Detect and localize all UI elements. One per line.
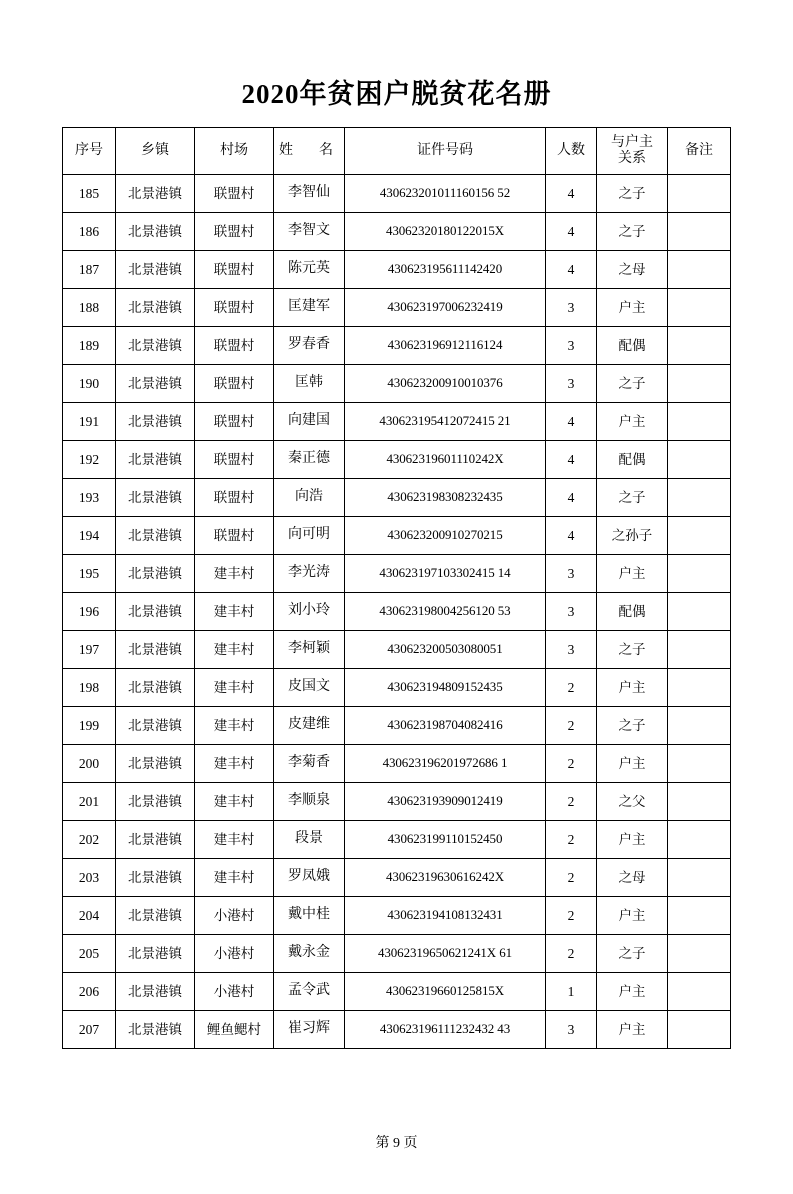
cell-id-number: 43062319630616242X <box>345 859 546 897</box>
cell-name: 罗凤娥 <box>274 859 345 897</box>
cell-relation: 户主 <box>597 555 668 593</box>
cell-id-number: 430623195412072415 21 <box>345 403 546 441</box>
cell-seq: 194 <box>63 517 116 555</box>
cell-people-count: 4 <box>546 175 597 213</box>
table-container <box>0 127 793 1049</box>
cell-name: 匡韩 <box>274 365 345 403</box>
cell-id-number: 43062319660125815X <box>345 973 546 1011</box>
table-row <box>63 631 731 669</box>
column-header-relation-line1: 与户主 <box>611 134 653 150</box>
cell-people-count: 2 <box>546 707 597 745</box>
cell-relation: 户主 <box>597 403 668 441</box>
cell-seq: 197 <box>63 631 116 669</box>
cell-name: 李柯颖 <box>274 631 345 669</box>
table-row <box>63 327 731 365</box>
table-row <box>63 897 731 935</box>
cell-note <box>668 631 731 669</box>
cell-town: 北景港镇 <box>116 479 195 517</box>
cell-relation: 之母 <box>597 251 668 289</box>
cell-note <box>668 289 731 327</box>
table-header <box>63 128 731 175</box>
table-row <box>63 783 731 821</box>
cell-relation: 之子 <box>597 365 668 403</box>
table-row <box>63 517 731 555</box>
cell-note <box>668 897 731 935</box>
cell-relation: 配偶 <box>597 593 668 631</box>
cell-name: 孟令武 <box>274 973 345 1011</box>
cell-village: 联盟村 <box>195 479 274 517</box>
cell-name: 崔习辉 <box>274 1011 345 1049</box>
cell-relation: 配偶 <box>597 441 668 479</box>
cell-town: 北景港镇 <box>116 897 195 935</box>
table-row <box>63 213 731 251</box>
cell-name: 李顺泉 <box>274 783 345 821</box>
cell-note <box>668 555 731 593</box>
cell-people-count: 2 <box>546 935 597 973</box>
table-row <box>63 365 731 403</box>
cell-note <box>668 935 731 973</box>
cell-id-number: 430623201011160156 52 <box>345 175 546 213</box>
cell-people-count: 2 <box>546 745 597 783</box>
cell-seq: 196 <box>63 593 116 631</box>
table-row <box>63 441 731 479</box>
cell-seq: 192 <box>63 441 116 479</box>
cell-note <box>668 593 731 631</box>
cell-village: 建丰村 <box>195 783 274 821</box>
table-row <box>63 1011 731 1049</box>
cell-note <box>668 213 731 251</box>
cell-seq: 198 <box>63 669 116 707</box>
page-title: 2020年贫困户脱贫花名册 <box>241 79 552 109</box>
cell-village: 建丰村 <box>195 859 274 897</box>
cell-name: 向建国 <box>274 403 345 441</box>
cell-note <box>668 783 731 821</box>
cell-name: 段景 <box>274 821 345 859</box>
page-number-footer: 第 9 页 <box>375 1136 418 1151</box>
cell-seq: 200 <box>63 745 116 783</box>
table-header-row <box>63 128 731 175</box>
cell-town: 北景港镇 <box>116 631 195 669</box>
cell-name: 戴中桂 <box>274 897 345 935</box>
cell-village: 联盟村 <box>195 517 274 555</box>
cell-village: 建丰村 <box>195 707 274 745</box>
cell-id-number: 430623200910010376 <box>345 365 546 403</box>
cell-seq: 205 <box>63 935 116 973</box>
cell-relation: 户主 <box>597 821 668 859</box>
cell-seq: 189 <box>63 327 116 365</box>
cell-note <box>668 251 731 289</box>
cell-seq: 186 <box>63 213 116 251</box>
cell-people-count: 2 <box>546 821 597 859</box>
cell-id-number: 430623198704082416 <box>345 707 546 745</box>
cell-seq: 201 <box>63 783 116 821</box>
cell-seq: 187 <box>63 251 116 289</box>
cell-people-count: 3 <box>546 1011 597 1049</box>
cell-town: 北景港镇 <box>116 859 195 897</box>
cell-town: 北景港镇 <box>116 403 195 441</box>
cell-village: 联盟村 <box>195 213 274 251</box>
cell-relation: 户主 <box>597 897 668 935</box>
cell-people-count: 4 <box>546 213 597 251</box>
cell-id-number: 430623199110152450 <box>345 821 546 859</box>
cell-id-number: 430623200910270215 <box>345 517 546 555</box>
cell-people-count: 3 <box>546 555 597 593</box>
cell-town: 北景港镇 <box>116 441 195 479</box>
cell-people-count: 4 <box>546 479 597 517</box>
cell-name: 匡建军 <box>274 289 345 327</box>
cell-name: 向可明 <box>274 517 345 555</box>
table-row <box>63 707 731 745</box>
cell-relation: 之子 <box>597 213 668 251</box>
cell-people-count: 2 <box>546 783 597 821</box>
cell-relation: 之子 <box>597 935 668 973</box>
cell-note <box>668 327 731 365</box>
cell-id-number: 430623197103302415 14 <box>345 555 546 593</box>
cell-village: 联盟村 <box>195 441 274 479</box>
cell-people-count: 4 <box>546 403 597 441</box>
cell-village: 建丰村 <box>195 555 274 593</box>
cell-id-number: 430623196111232432 43 <box>345 1011 546 1049</box>
cell-village: 联盟村 <box>195 251 274 289</box>
cell-seq: 193 <box>63 479 116 517</box>
table-row <box>63 593 731 631</box>
cell-relation: 户主 <box>597 289 668 327</box>
cell-note <box>668 669 731 707</box>
cell-people-count: 3 <box>546 631 597 669</box>
cell-seq: 207 <box>63 1011 116 1049</box>
cell-town: 北景港镇 <box>116 745 195 783</box>
cell-relation: 户主 <box>597 745 668 783</box>
cell-town: 北景港镇 <box>116 175 195 213</box>
cell-town: 北景港镇 <box>116 707 195 745</box>
cell-town: 北景港镇 <box>116 1011 195 1049</box>
cell-people-count: 4 <box>546 517 597 555</box>
cell-town: 北景港镇 <box>116 669 195 707</box>
cell-name: 李菊香 <box>274 745 345 783</box>
cell-note <box>668 973 731 1011</box>
cell-relation: 之子 <box>597 707 668 745</box>
cell-id-number: 43062319601110242X <box>345 441 546 479</box>
cell-village: 小港村 <box>195 897 274 935</box>
column-header-town: 乡镇 <box>116 128 195 175</box>
table-row <box>63 745 731 783</box>
cell-name: 皮国文 <box>274 669 345 707</box>
cell-relation: 之子 <box>597 631 668 669</box>
cell-id-number: 430623197006232419 <box>345 289 546 327</box>
cell-relation: 户主 <box>597 973 668 1011</box>
cell-relation: 配偶 <box>597 327 668 365</box>
cell-relation: 之父 <box>597 783 668 821</box>
table-row <box>63 289 731 327</box>
cell-id-number: 430623200503080051 <box>345 631 546 669</box>
cell-seq: 188 <box>63 289 116 327</box>
cell-relation: 之母 <box>597 859 668 897</box>
cell-town: 北景港镇 <box>116 517 195 555</box>
table-row <box>63 555 731 593</box>
cell-seq: 206 <box>63 973 116 1011</box>
cell-village: 联盟村 <box>195 365 274 403</box>
cell-people-count: 4 <box>546 251 597 289</box>
table-body <box>63 175 731 1049</box>
cell-town: 北景港镇 <box>116 251 195 289</box>
cell-seq: 185 <box>63 175 116 213</box>
cell-village: 建丰村 <box>195 745 274 783</box>
cell-id-number: 430623193909012419 <box>345 783 546 821</box>
cell-name: 李光涛 <box>274 555 345 593</box>
cell-name: 李智文 <box>274 213 345 251</box>
cell-id-number: 430623196912116124 <box>345 327 546 365</box>
table-row <box>63 403 731 441</box>
cell-note <box>668 821 731 859</box>
cell-town: 北景港镇 <box>116 555 195 593</box>
cell-village: 鲤鱼鳃村 <box>195 1011 274 1049</box>
cell-village: 联盟村 <box>195 289 274 327</box>
cell-people-count: 3 <box>546 593 597 631</box>
cell-name: 陈元英 <box>274 251 345 289</box>
cell-name: 李智仙 <box>274 175 345 213</box>
cell-village: 小港村 <box>195 973 274 1011</box>
column-header-count: 人数 <box>546 128 597 175</box>
cell-people-count: 3 <box>546 365 597 403</box>
cell-note <box>668 479 731 517</box>
table-row <box>63 479 731 517</box>
column-header-id: 证件号码 <box>345 128 546 175</box>
cell-id-number: 430623196201972686 1 <box>345 745 546 783</box>
document-page <box>0 72 793 1194</box>
cell-town: 北景港镇 <box>116 327 195 365</box>
cell-relation: 之子 <box>597 175 668 213</box>
column-header-name: 姓 名 <box>274 128 345 175</box>
cell-id-number: 430623195611142420 <box>345 251 546 289</box>
cell-town: 北景港镇 <box>116 973 195 1011</box>
cell-village: 建丰村 <box>195 631 274 669</box>
cell-village: 建丰村 <box>195 669 274 707</box>
cell-note <box>668 745 731 783</box>
cell-people-count: 3 <box>546 327 597 365</box>
cell-village: 建丰村 <box>195 821 274 859</box>
cell-relation: 户主 <box>597 669 668 707</box>
cell-town: 北景港镇 <box>116 213 195 251</box>
cell-name: 戴永金 <box>274 935 345 973</box>
column-header-village: 村场 <box>195 128 274 175</box>
table-row <box>63 821 731 859</box>
cell-id-number: 43062319650621241X 61 <box>345 935 546 973</box>
cell-note <box>668 175 731 213</box>
cell-relation: 之子 <box>597 479 668 517</box>
cell-note <box>668 1011 731 1049</box>
cell-name: 刘小玲 <box>274 593 345 631</box>
cell-village: 小港村 <box>195 935 274 973</box>
cell-town: 北景港镇 <box>116 593 195 631</box>
cell-note <box>668 859 731 897</box>
cell-relation: 户主 <box>597 1011 668 1049</box>
column-header-note: 备注 <box>668 128 731 175</box>
cell-id-number: 430623198004256120 53 <box>345 593 546 631</box>
poverty-alleviation-roster-table <box>62 127 731 1049</box>
table-row <box>63 935 731 973</box>
table-row <box>63 251 731 289</box>
cell-town: 北景港镇 <box>116 289 195 327</box>
cell-seq: 195 <box>63 555 116 593</box>
cell-village: 联盟村 <box>195 403 274 441</box>
cell-note <box>668 707 731 745</box>
cell-seq: 191 <box>63 403 116 441</box>
cell-village: 建丰村 <box>195 593 274 631</box>
column-header-relation-line2: 关系 <box>618 151 646 166</box>
cell-name: 秦正德 <box>274 441 345 479</box>
cell-seq: 190 <box>63 365 116 403</box>
cell-seq: 204 <box>63 897 116 935</box>
cell-relation: 之孙子 <box>597 517 668 555</box>
cell-name: 向浩 <box>274 479 345 517</box>
cell-town: 北景港镇 <box>116 821 195 859</box>
cell-id-number: 430623194108132431 <box>345 897 546 935</box>
cell-people-count: 2 <box>546 897 597 935</box>
cell-seq: 199 <box>63 707 116 745</box>
cell-note <box>668 403 731 441</box>
cell-town: 北景港镇 <box>116 783 195 821</box>
cell-people-count: 4 <box>546 441 597 479</box>
cell-people-count: 3 <box>546 289 597 327</box>
cell-people-count: 2 <box>546 859 597 897</box>
cell-note <box>668 365 731 403</box>
table-row <box>63 973 731 1011</box>
cell-people-count: 2 <box>546 669 597 707</box>
cell-seq: 202 <box>63 821 116 859</box>
cell-name: 罗春香 <box>274 327 345 365</box>
cell-id-number: 43062320180122015X <box>345 213 546 251</box>
cell-note <box>668 441 731 479</box>
table-row <box>63 175 731 213</box>
table-row <box>63 859 731 897</box>
column-header-seq: 序号 <box>63 128 116 175</box>
cell-name: 皮建维 <box>274 707 345 745</box>
cell-note <box>668 517 731 555</box>
cell-id-number: 430623198308232435 <box>345 479 546 517</box>
cell-people-count: 1 <box>546 973 597 1011</box>
cell-town: 北景港镇 <box>116 365 195 403</box>
cell-village: 联盟村 <box>195 175 274 213</box>
cell-seq: 203 <box>63 859 116 897</box>
cell-id-number: 430623194809152435 <box>345 669 546 707</box>
cell-village: 联盟村 <box>195 327 274 365</box>
column-header-relation <box>597 128 668 175</box>
table-row <box>63 669 731 707</box>
cell-town: 北景港镇 <box>116 935 195 973</box>
